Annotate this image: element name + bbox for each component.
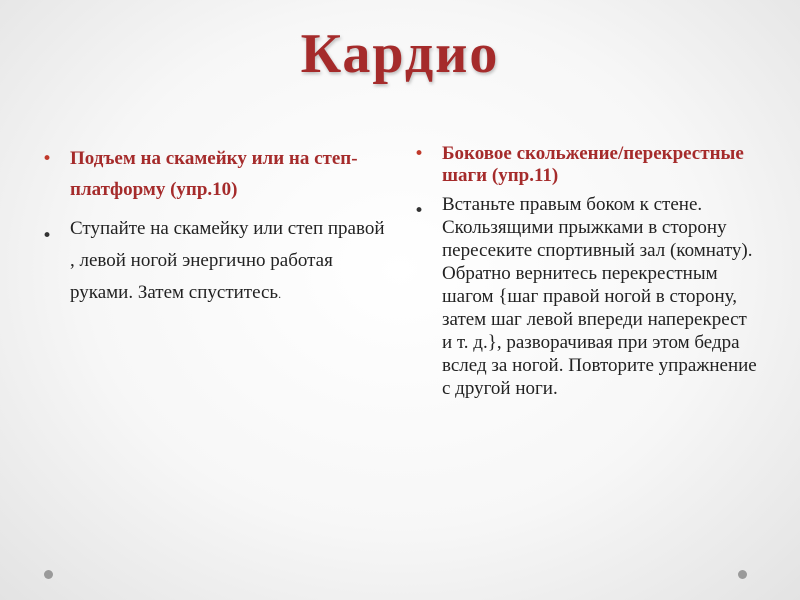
left-body-end: .	[278, 287, 282, 301]
right-bullet-heading	[414, 143, 759, 187]
right-column	[414, 143, 759, 400]
bullet-icon: •	[414, 201, 425, 221]
bullet-icon: •	[414, 144, 425, 164]
right-heading-text: Боковое скольжение/перекрестные шаги (упр.11)	[442, 143, 744, 186]
right-body-text: Встаньте правым боком к стене. Скользящими прыжками в сторону пересеките спортивный зал (комнату). Обратно вернитесь перекрестным шагом {шаг правой ногой в сторону, затем шаг левой впереди наперекрест и т. д.}, разворачивая при этом бедра вслед за ногой. Повторите упражнение с другой ноги.	[442, 194, 757, 399]
bullet-icon: •	[42, 226, 53, 246]
left-bullet-body	[42, 213, 392, 310]
left-heading-text: Подъем на скамейку или на степ-платформу (упр.10)	[70, 148, 358, 200]
left-column	[42, 143, 392, 310]
left-body-main: Ступайте на скамейку или степ правой , левой ногой энергично работая руками. Затем спуститесь	[70, 218, 385, 303]
left-bullet-heading	[42, 143, 392, 205]
bullet-icon: •	[42, 149, 53, 169]
left-body-text	[70, 213, 392, 310]
next-slide-dot-icon[interactable]	[738, 570, 747, 579]
slide-title: Кардио	[300, 23, 500, 85]
previous-slide-dot-icon[interactable]	[44, 570, 53, 579]
right-bullet-body	[414, 193, 759, 400]
